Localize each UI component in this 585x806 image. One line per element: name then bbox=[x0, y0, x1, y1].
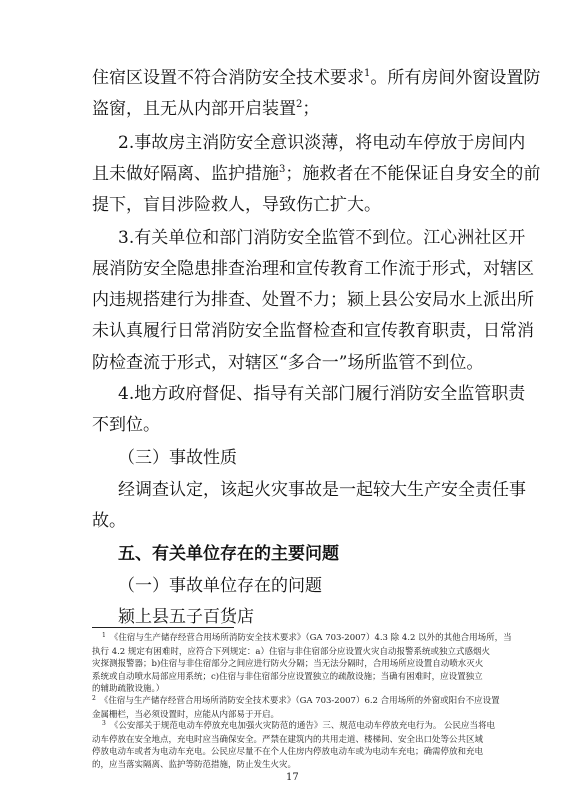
text-line: 未认真履行日常消防安全监督检查和宣传教育职责，日常消 bbox=[92, 321, 534, 341]
footnote-marker: 2 bbox=[92, 695, 96, 702]
text-line: 3.有关单位和部门消防安全监管不到位。江心洲社区开 bbox=[118, 228, 526, 248]
text-line: 内违规搭建行为排查、处置不力；颍上县公安局水上派出所 bbox=[92, 290, 534, 310]
footnote-ref: 1 bbox=[364, 68, 371, 79]
page-number: 17 bbox=[286, 772, 299, 783]
text-line: 经调查认定，该起火灾事故是一起较大生产安全责任事 bbox=[118, 480, 526, 500]
text-line: 故。 bbox=[92, 511, 126, 531]
text-line: 展消防安全隐患排查治理和宣传教育工作流于形式，对辖区 bbox=[92, 259, 534, 279]
footnote-marker: 3 bbox=[102, 720, 106, 727]
footnote-3: $^3$ 《公安部关于规范电动车停放充电加强火灾防范的通告》三、规范电动车停放充电行为。 公民应当将电 动车停放在安全地点，充电时应当确保安全。严禁在建筑内的共用走道、楼梯间、安全出口处等公共区域 停放电动车或者为电动车充电。公民应尽量不在个人住房内停放电动车或为电动车充电；确需停放和充电 的，应当落实隔离、监护等防范措施，防止发生火灾。 bbox=[92, 720, 496, 770]
subsection-heading: （一）事故单位存在的问题 bbox=[118, 576, 322, 596]
subsection-heading: （三）事故性质 bbox=[118, 448, 237, 468]
text-line: 防检查流于形式，对辖区“多合一”场所监管不到位。 bbox=[92, 353, 484, 373]
text-line: 且未做好隔离、监护措施$^3$；施救者在不能保证自身安全的前 bbox=[92, 164, 541, 184]
text-line: 4.地方政府督促、指导有关部门履行消防安全监管职责 bbox=[118, 384, 526, 404]
text-line: 住宿区设置不符合消防安全技术要求$^1$。所有房间外窗设置防 bbox=[92, 68, 541, 88]
text-line: 提下，盲目涉险救人，导致伤亡扩大。 bbox=[92, 195, 381, 215]
footnote-marker: 1 bbox=[102, 632, 106, 639]
text-line: 不到位。 bbox=[92, 415, 160, 435]
footnote-1: $^1$ 《住宿与生产储存经营合用场所消防安全技术要求》（GA 703-2007）4.3 除 4.2 以外的其他合用场所，当 执行 4.2 规定有困难时，应符合下列规定：a）住宿与非住宿部分应设置火灾自动报警系统或独立式感烟火 灾探测报警器；b)住宿与非住宿部分之间应进行防火分隔；当无法分隔时，合用场所应设置自动喷水灭火 系统或自动喷水局部应用系统；c)住宿与非住宿部分应设置独立的疏散设施；当确有困难时，应设置独立 的辅助疏散设施。） bbox=[92, 632, 512, 694]
text-line: 盗窗，且无从内部开启装置$^2$； bbox=[92, 99, 320, 119]
footnote-ref: 2 bbox=[296, 99, 303, 110]
text-line: 颍上县五子百货店 bbox=[118, 607, 254, 627]
section-heading: 五、有关单位存在的主要问题 bbox=[118, 544, 339, 564]
footnote-ref: 3 bbox=[279, 164, 286, 175]
footnote-separator bbox=[92, 627, 234, 628]
footnote-2: $^2$ 《住宿与生产储存经营合用场所消防安全技术要求》（GA 703-2007）6.2 合用场所的外窗或阳台不应设置 金属栅栏，当必须设置时，应能从内部易于开启。 bbox=[92, 695, 500, 720]
text-line: 2.事故房主消防安全意识淡薄，将电动车停放于房间内 bbox=[118, 133, 526, 153]
